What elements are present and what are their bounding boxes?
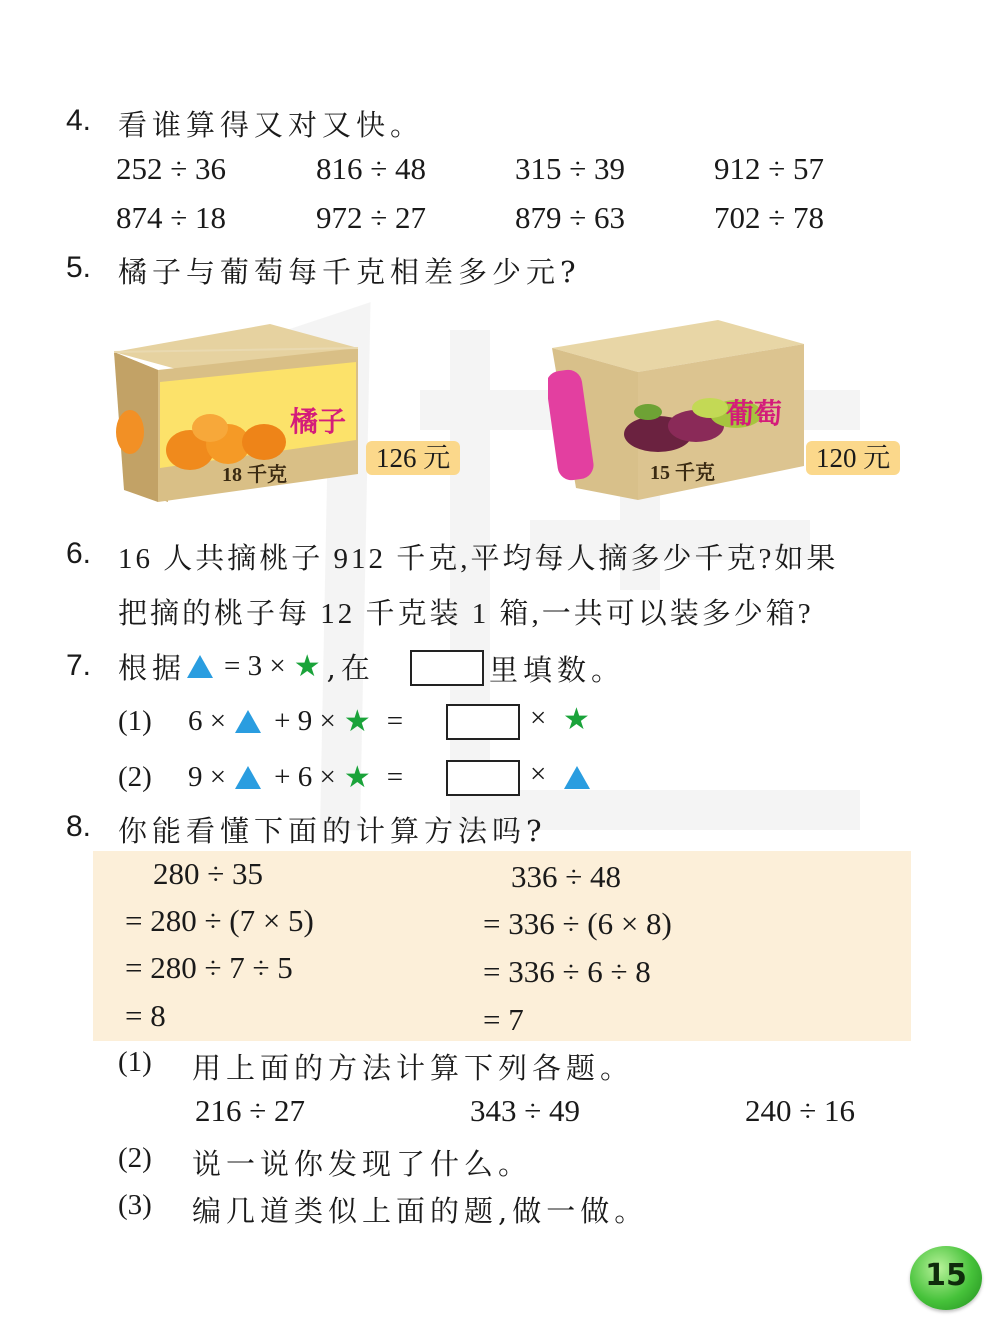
- q8-sub3-text: 编几道类似上面的题,做一做。: [192, 1194, 649, 1228]
- q7-p2-b: + 6 ×: [274, 760, 336, 793]
- star-icon: ★: [293, 648, 321, 684]
- left-calc-line-1: 280 ÷ 35: [153, 856, 264, 891]
- page-number-badge: [910, 1246, 982, 1310]
- q4-expr-3: 315 ÷ 39: [515, 151, 626, 186]
- q8-sub3-label: (3): [118, 1189, 152, 1221]
- right-calc-line-1: 336 ÷ 48: [511, 859, 622, 894]
- q8-sub2-label: (2): [118, 1142, 152, 1174]
- q7-p2-c: =: [386, 760, 404, 793]
- q7-intro-b: = 3 ×: [224, 649, 286, 682]
- triangle-icon: [234, 764, 262, 790]
- triangle-icon: [563, 764, 591, 790]
- q7-p2-d: ×: [530, 758, 547, 790]
- q4-expr-1: 252 ÷ 36: [116, 151, 227, 186]
- q4-number: 4.: [66, 104, 92, 137]
- q7-p1-d: ×: [530, 702, 547, 734]
- q7-p2-answer-box[interactable]: [446, 760, 520, 796]
- right-calc-line-2: = 336 ÷ (6 × 8): [483, 906, 672, 941]
- q4-expr-7: 879 ÷ 63: [515, 200, 626, 235]
- star-icon: ★: [343, 759, 371, 795]
- q8-sub1-item-1: 216 ÷ 27: [195, 1093, 306, 1128]
- page-number: 15: [925, 1258, 967, 1293]
- q8-number: 8.: [66, 810, 92, 843]
- left-calc-line-2: = 280 ÷ (7 × 5): [125, 903, 314, 938]
- grape-price-tag: 120 元: [806, 441, 900, 475]
- q6-line2: 把摘的桃子每 12 千克装 1 箱,一共可以装多少箱?: [118, 598, 814, 630]
- q8-sub1-text: 用上面的方法计算下列各题。: [192, 1051, 635, 1085]
- star-icon: ★: [563, 702, 590, 737]
- q7-p1-answer-box[interactable]: [446, 704, 520, 740]
- q4-expr-6: 972 ÷ 27: [316, 200, 427, 235]
- q7-part2: [118, 757, 403, 797]
- grape-box-weight: 15 千克: [650, 462, 715, 484]
- q7-p1-label: (1): [118, 704, 152, 737]
- q5-number: 5.: [66, 251, 92, 284]
- q8-sub1-item-3: 240 ÷ 16: [745, 1093, 856, 1128]
- triangle-icon: [186, 653, 214, 679]
- left-calc-line-4: = 8: [125, 998, 166, 1033]
- triangle-icon: [234, 708, 262, 734]
- q6-line1: 16 人共摘桃子 912 千克,平均每人摘多少千克?如果: [118, 543, 839, 575]
- q7-intro-c: ,在: [326, 650, 375, 685]
- orange-box-weight: 18 千克: [222, 464, 287, 486]
- q7-intro-a: 根据: [118, 650, 187, 685]
- q8-sub2-text: 说一说你发现了什么。: [192, 1147, 533, 1181]
- grape-box-label: 葡萄: [726, 397, 783, 430]
- orange-price-tag: 126 元: [366, 441, 460, 475]
- q7-intro-d: 里填数。: [489, 653, 626, 687]
- q4-expr-5: 874 ÷ 18: [116, 200, 227, 235]
- q6-number: 6.: [66, 537, 92, 570]
- q7-intro-answer-box[interactable]: [410, 650, 484, 686]
- q4-expr-8: 702 ÷ 78: [714, 200, 825, 235]
- right-calc-line-3: = 336 ÷ 6 ÷ 8: [483, 954, 651, 989]
- q7-intro: [118, 646, 375, 686]
- left-calc-line-3: = 280 ÷ 7 ÷ 5: [125, 950, 293, 985]
- q8-sub1-item-2: 343 ÷ 49: [470, 1093, 581, 1128]
- star-icon: ★: [343, 703, 371, 739]
- q5-text: 橘子与葡萄每千克相差多少元?: [118, 255, 581, 289]
- q7-number: 7.: [66, 649, 92, 682]
- orange-box-label: 橘子: [290, 405, 347, 438]
- q7-p1-b: + 9 ×: [274, 704, 336, 737]
- q7-p1-c: =: [386, 704, 404, 737]
- q8-sub1-label: (1): [118, 1046, 152, 1078]
- q7-p1-a: 6 ×: [188, 704, 227, 737]
- q8-text: 你能看懂下面的计算方法吗?: [118, 814, 547, 848]
- q4-text: 看谁算得又对又快。: [118, 108, 425, 142]
- q7-part1: [118, 701, 403, 741]
- q7-p2-a: 9 ×: [188, 760, 227, 793]
- q4-expr-2: 816 ÷ 48: [316, 151, 427, 186]
- q4-expr-4: 912 ÷ 57: [714, 151, 825, 186]
- q7-p2-label: (2): [118, 760, 152, 793]
- right-calc-line-4: = 7: [483, 1002, 524, 1037]
